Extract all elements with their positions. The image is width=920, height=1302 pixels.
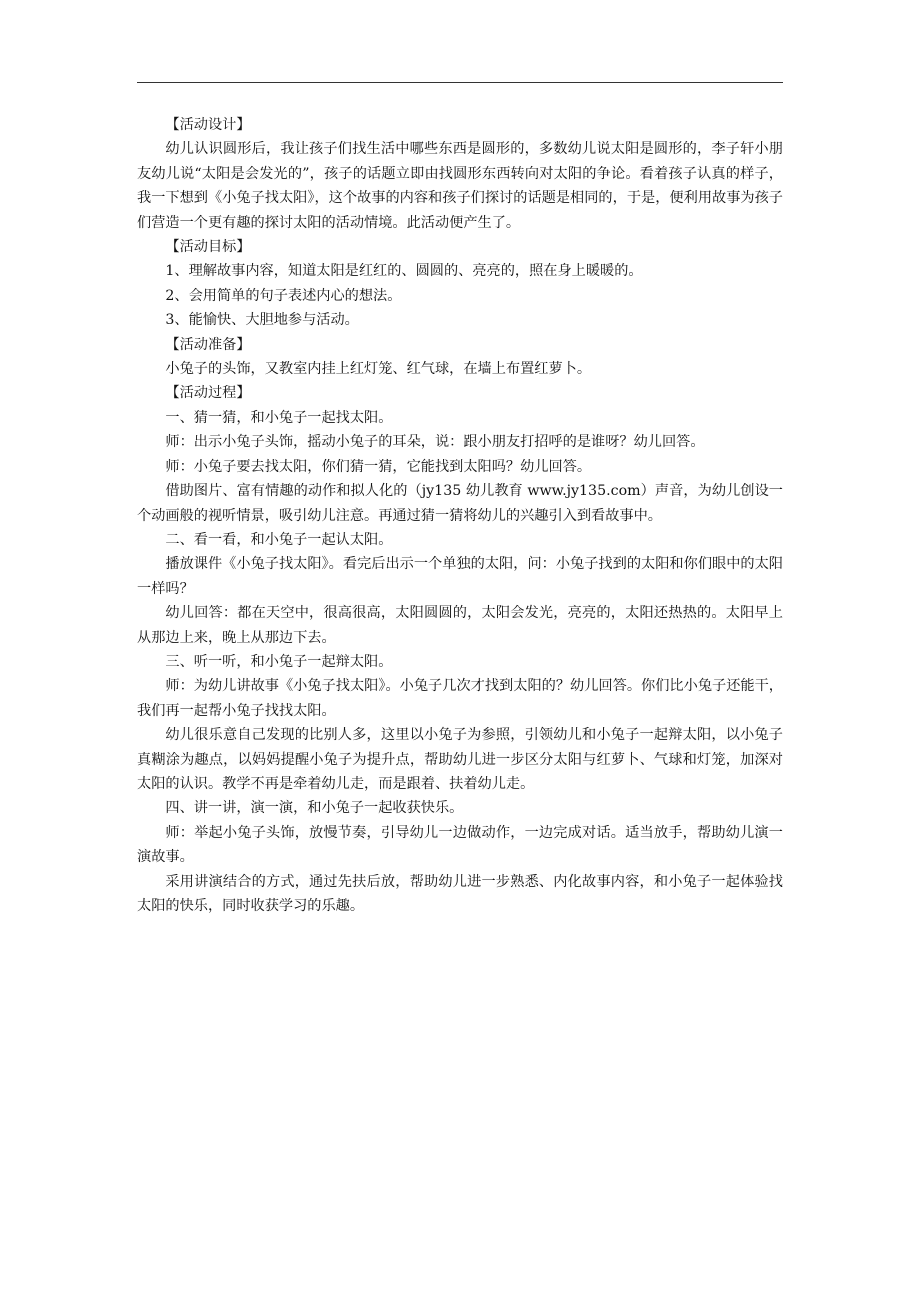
step-2-children-answer: 幼儿回答：都在天空中，很高很高，太阳圆圆的，太阳会发光，亮亮的，太阳还热热的。太阳早上从那边上来，晚上从那边下去。 (137, 605, 783, 646)
step-2-title: 二、看一看，和小兔子一起认太阳。 (165, 531, 393, 548)
heading-activity-goals: 【活动目标】 (165, 239, 251, 256)
goal-item-3: 3、能愉快、大胆地参与活动。 (165, 312, 359, 329)
step-4-commentary: 采用讲演结合的方式，通过先扶后放，帮助幼儿进一步熟悉、内化故事内容，和小兔子一起体验找太阳的快乐，同时收获学习的乐趣。 (137, 873, 783, 914)
step-3-commentary: 幼儿很乐意自己发现的比别人多，这里以小兔子为参照，引领幼儿和小兔子一起辩太阳，以小兔子真糊涂为趣点，以妈妈提醒小兔子为提升点，帮助幼儿进一步区分太阳与红萝卜、气球和灯笼，加深对太阳的认识。教学不再是牵着幼儿走，而是跟着、扶着幼儿走。 (137, 727, 783, 792)
goal-item-1: 1、理解故事内容，知道太阳是红红的、圆圆的、亮亮的，照在身上暖暖的。 (165, 263, 643, 280)
step-2-instruction: 播放课件《小兔子找太阳》。看完后出示一个单独的太阳，问：小兔子找到的太阳和你们眼中的太阳一样吗？ (137, 556, 783, 597)
step-4-title: 四、讲一讲，演一演，和小兔子一起收获快乐。 (165, 800, 464, 817)
paragraph-preparation: 小兔子的头饰，又教室内挂上红灯笼、红气球，在墙上布置红萝卜。 (165, 361, 592, 378)
step-3-teacher-line: 师：为幼儿讲故事《小兔子找太阳》。小兔子几次才找到太阳的？幼儿回答。你们比小兔子还能干，我们再一起帮小兔子找找太阳。 (137, 678, 783, 719)
heading-activity-process: 【活动过程】 (165, 385, 251, 402)
step-1-title: 一、猜一猜，和小兔子一起找太阳。 (165, 409, 393, 426)
step-3-title: 三、听一听，和小兔子一起辩太阳。 (165, 653, 393, 670)
heading-activity-design: 【活动设计】 (165, 117, 251, 133)
paragraph-design-intro: 幼儿认识圆形后，我让孩子们找生活中哪些东西是圆形的，多数幼儿说太阳是圆形的，李子轩小朋友幼儿说“太阳是会发光的”，孩子的话题立即由找圆形东西转向对太阳的争论。看着孩子认真的样子，我一下想到《小兔子找太阳》，这个故事的内容和孩子们探讨的话题是相同的，于是，便利用故事为孩子们营造一个更有趣的探讨太阳的活动情境。此活动便产生了。 (137, 141, 783, 231)
heading-activity-preparation: 【活动准备】 (165, 336, 251, 353)
step-1-commentary: 借助图片、富有情趣的动作和拟人化的（jy135 幼儿教育 www.jy135.com）声音，为幼儿创设一个动画般的视听情景，吸引幼儿注意。再通过猜一猜将幼儿的兴趣引入到看故事中。 (137, 483, 783, 524)
step-4-teacher-line: 师：举起小兔子头饰，放慢节奏，引导幼儿一边做动作，一边完成对话。适当放手，帮助幼儿演一演故事。 (137, 824, 783, 866)
goal-item-2: 2、会用简单的句子表述内心的想法。 (165, 287, 402, 304)
document-body (137, 113, 783, 918)
step-1-teacher-line-2: 师：小兔子要去找太阳，你们猜一猜，它能找到太阳吗？幼儿回答。 (165, 458, 592, 475)
step-1-teacher-line-1: 师：出示小兔子头饰，摇动小兔子的耳朵，说：跟小朋友打招呼的是谁呀？幼儿回答。 (165, 434, 705, 451)
header-rule (137, 82, 783, 83)
